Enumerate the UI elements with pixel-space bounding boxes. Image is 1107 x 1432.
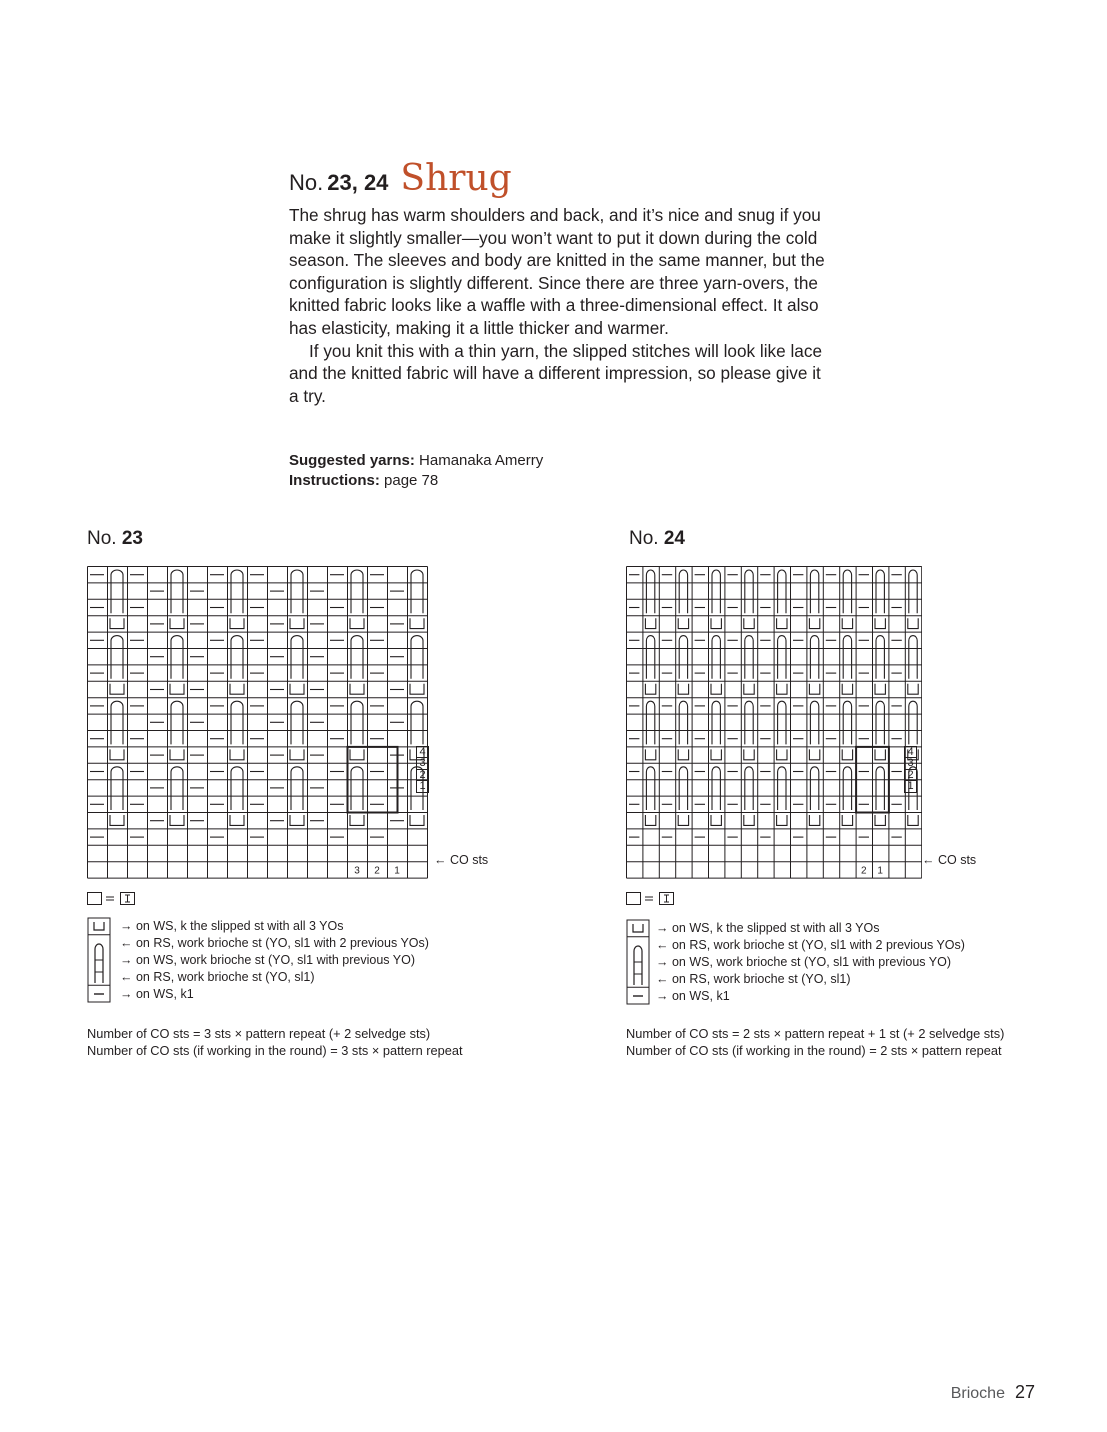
description-paragraph-2: If you knit this with a thin yarn, the slipped stitches will look like lace and the knitted fabric will have a different impression, so please give it a try. bbox=[289, 340, 822, 406]
page-number: 27 bbox=[1014, 1382, 1035, 1402]
chart-24-heading bbox=[629, 528, 685, 550]
legend-item bbox=[656, 972, 965, 989]
chart-23-legend-lines bbox=[120, 919, 429, 1004]
chart-23-grid bbox=[87, 566, 432, 882]
legend-item bbox=[120, 970, 429, 987]
instructions-value: page 78 bbox=[384, 472, 439, 489]
chart-24-row-numbers bbox=[904, 747, 917, 793]
legend-item bbox=[120, 936, 429, 953]
stitch-number: 1 bbox=[877, 865, 883, 877]
row-number: 1 bbox=[416, 780, 429, 792]
legend-item bbox=[656, 938, 965, 955]
chart-23-no-prefix: No. bbox=[87, 528, 117, 549]
arrow-left-icon: ← bbox=[656, 938, 672, 952]
chart-24-grid bbox=[626, 566, 922, 882]
chart-24-key-equivalence bbox=[626, 892, 678, 911]
description bbox=[289, 204, 829, 407]
chart-24-note-1: Number of CO sts = 2 sts × pattern repeat + 1 st (+ 2 selvedge sts) bbox=[626, 1026, 1005, 1041]
stitch-number: 2 bbox=[861, 865, 867, 877]
legend-text: on RS, work brioche st (YO, sl1) bbox=[135, 970, 315, 984]
footer-section: Brioche bbox=[950, 1385, 1005, 1402]
legend-text: on WS, k1 bbox=[671, 989, 730, 1003]
legend-item bbox=[656, 921, 965, 938]
arrow-right-icon: → bbox=[120, 987, 136, 1001]
grid-lines bbox=[88, 567, 428, 879]
row-number: 4 bbox=[416, 746, 429, 758]
stitch-number: 3 bbox=[354, 865, 360, 877]
legend-text: on WS, k the slipped st with all 3 YOs bbox=[671, 921, 880, 935]
yarns-label: Suggested yarns: bbox=[289, 452, 415, 469]
arrow-left-icon: ← bbox=[656, 972, 672, 986]
legend-item bbox=[120, 919, 429, 936]
title-name: Shrug bbox=[400, 158, 512, 199]
stitch-marks bbox=[90, 570, 424, 837]
instructions-label: Instructions: bbox=[289, 472, 380, 489]
yarns-value: Hamanaka Amerry bbox=[419, 452, 544, 469]
legend-text: on RS, work brioche st (YO, sl1) bbox=[671, 972, 851, 986]
chart-23-heading bbox=[87, 528, 143, 550]
legend-symbol-icon bbox=[626, 919, 652, 1005]
legend-text: on WS, work brioche st (YO, sl1 with previous YO) bbox=[135, 953, 416, 967]
legend-text: on WS, k1 bbox=[135, 987, 194, 1001]
row-number: 4 bbox=[904, 746, 917, 758]
stitch-marks bbox=[629, 570, 918, 837]
row-number: 3 bbox=[416, 757, 429, 769]
chart-24-svg bbox=[626, 566, 922, 882]
grid-lines bbox=[627, 567, 922, 879]
arrow-left-icon: ← bbox=[120, 970, 136, 984]
chart-23-notes bbox=[87, 1025, 463, 1059]
title-no-prefix: No. bbox=[289, 170, 324, 195]
row-number: 2 bbox=[416, 769, 429, 781]
chart-24-co-text: CO sts bbox=[937, 853, 977, 867]
legend-text: on RS, work brioche st (YO, sl1 with 2 previous YOs) bbox=[135, 936, 429, 950]
chart-23-key-equivalence bbox=[87, 892, 139, 911]
legend-symbol-icon bbox=[87, 917, 113, 1003]
row-number: 3 bbox=[904, 757, 917, 769]
instructions bbox=[289, 471, 543, 491]
chart-24-legend-lines bbox=[656, 921, 965, 1006]
chart-24-number: 24 bbox=[663, 528, 685, 549]
row-number: 1 bbox=[904, 780, 917, 792]
legend-item bbox=[120, 953, 429, 970]
legend-text: on WS, work brioche st (YO, sl1 with previous YO) bbox=[671, 955, 952, 969]
chart-24-no-prefix: No. bbox=[629, 528, 659, 549]
stitch-number: 1 bbox=[394, 865, 400, 877]
chart-23-co-label: ← CO sts bbox=[434, 853, 489, 867]
chart-24-co-label: ← CO sts bbox=[922, 853, 977, 867]
arrow-left-icon: ← bbox=[120, 936, 136, 950]
arrow-right-icon: → bbox=[656, 955, 672, 969]
pattern-meta bbox=[289, 451, 543, 491]
chart-23-note-1: Number of CO sts = 3 sts × pattern repeat (+ 2 selvedge sts) bbox=[87, 1026, 431, 1041]
chart-23-legend bbox=[87, 917, 113, 1008]
chart-23-note-2: Number of CO sts (if working in the round) = 3 sts × pattern repeat bbox=[87, 1043, 463, 1058]
chart-23-number: 23 bbox=[121, 528, 143, 549]
legend-item bbox=[656, 955, 965, 972]
arrow-right-icon: → bbox=[120, 919, 136, 933]
key-equals-icon bbox=[87, 892, 139, 906]
title-numbers: 23, 24 bbox=[327, 170, 389, 195]
chart-23-row-numbers bbox=[416, 747, 429, 793]
chart-24-notes bbox=[626, 1025, 1004, 1059]
pattern-title bbox=[289, 158, 512, 199]
chart-23-co-text: CO sts bbox=[449, 853, 489, 867]
legend-text: on WS, k the slipped st with all 3 YOs bbox=[135, 919, 344, 933]
arrow-right-icon: → bbox=[656, 989, 672, 1003]
chart-23-svg bbox=[87, 566, 432, 882]
legend-item bbox=[656, 989, 965, 1006]
legend-text: on RS, work brioche st (YO, sl1 with 2 previous YOs) bbox=[671, 938, 965, 952]
page-footer bbox=[951, 1382, 1035, 1403]
description-paragraph-1: The shrug has warm shoulders and back, and it’s nice and snug if you make it slightly smaller—you won’t want to put it down during the cold season. The sleeves and body are knitted in the same manner, but the configuration is slightly different. Since there are three yarn-overs, the knitted fabric looks like a waffle with a three-dimensional effect. It also has elasticity, making it a little thicker and warmer. bbox=[289, 205, 825, 338]
chart-24-note-2: Number of CO sts (if working in the round) = 2 sts × pattern repeat bbox=[626, 1043, 1002, 1058]
row-number: 2 bbox=[904, 769, 917, 781]
stitch-number: 2 bbox=[374, 865, 380, 877]
arrow-right-icon: → bbox=[120, 953, 136, 967]
arrow-right-icon: → bbox=[656, 921, 672, 935]
legend-item bbox=[120, 987, 429, 1004]
key-equals-icon bbox=[626, 892, 678, 906]
suggested-yarns bbox=[289, 451, 543, 471]
chart-24-legend bbox=[626, 919, 652, 1010]
